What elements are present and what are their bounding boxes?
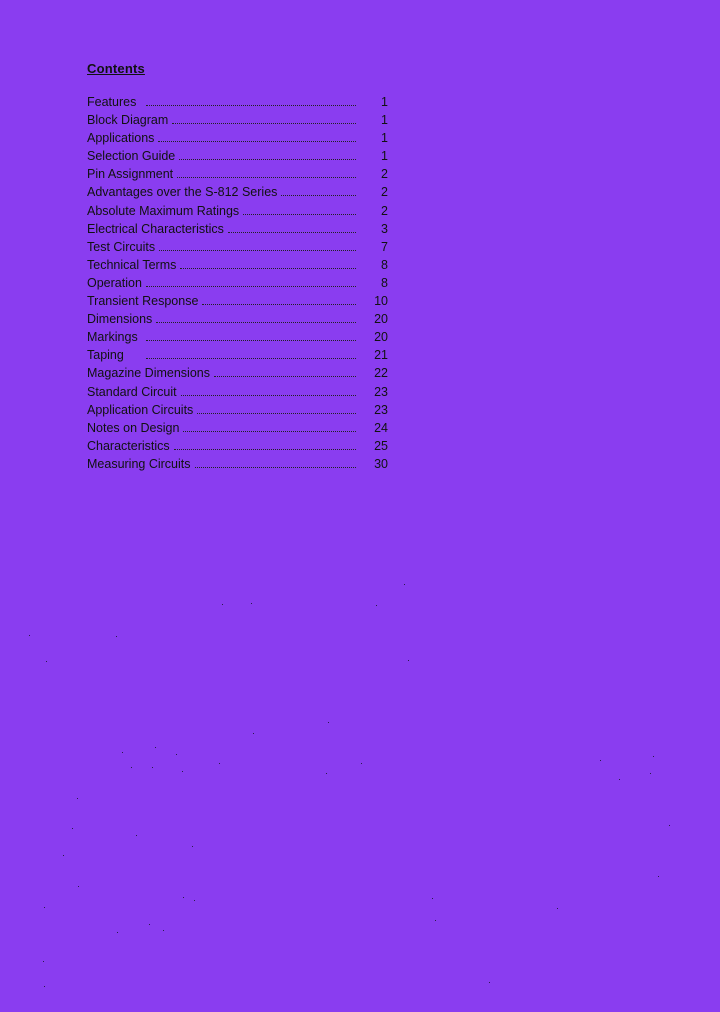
scan-speck [152, 767, 153, 768]
scan-speck [117, 932, 118, 933]
toc-entry-page: 1 [381, 95, 388, 109]
toc-entry[interactable] [87, 238, 388, 256]
toc-entry[interactable] [87, 364, 388, 382]
toc-entry-page: 1 [381, 131, 388, 146]
toc-entry-title: Application Circuits [87, 402, 194, 417]
toc-entry-title: Features [87, 95, 137, 109]
scan-speck [376, 605, 377, 606]
toc-entry[interactable] [87, 383, 388, 401]
toc-leader-dots [146, 105, 356, 106]
toc-entry-title: Absolute Maximum Ratings [87, 203, 240, 218]
toc-entry-page: 23 [374, 402, 388, 417]
scan-speck [183, 897, 184, 898]
table-of-contents [87, 93, 388, 473]
scan-speck [136, 835, 137, 836]
toc-entry[interactable] [87, 129, 388, 147]
toc-entry-title: Pin Assignment [87, 167, 174, 182]
scan-speck [435, 920, 436, 921]
toc-leader-dots [281, 195, 356, 196]
toc-entry-page: 21 [374, 348, 388, 363]
toc-entry[interactable] [87, 93, 388, 111]
toc-entry-title: Notes on Design [87, 420, 180, 435]
toc-entry-page: 23 [374, 384, 388, 399]
toc-entry[interactable] [87, 256, 388, 274]
toc-leader-dots [146, 358, 356, 359]
scan-speck [43, 961, 44, 962]
toc-leader-dots [174, 449, 356, 450]
scan-speck [669, 825, 670, 826]
toc-entry[interactable] [87, 328, 388, 346]
toc-entry[interactable] [87, 419, 388, 437]
toc-entry[interactable] [87, 202, 388, 220]
toc-entry[interactable] [87, 183, 388, 201]
toc-entry-title: Electrical Characteristics [87, 221, 224, 236]
scan-speck [489, 982, 490, 983]
scan-speck [253, 733, 254, 734]
toc-entry-title: Transient Response [87, 294, 199, 309]
toc-leader-dots [158, 141, 356, 142]
toc-leader-dots [214, 376, 356, 377]
scan-speck [326, 773, 327, 774]
scan-speck [116, 636, 117, 637]
toc-entry-title: Standard Circuit [87, 384, 177, 399]
scan-speck [149, 924, 150, 925]
toc-leader-dots [195, 467, 356, 468]
scan-speck [29, 635, 30, 636]
toc-entry-title: Characteristics [87, 438, 170, 453]
scan-speck [328, 722, 329, 723]
toc-entry[interactable] [87, 147, 388, 165]
scan-speck [619, 779, 620, 780]
contents-heading: Contents [87, 61, 145, 76]
scan-speck [163, 930, 164, 931]
scan-speck [650, 773, 651, 774]
toc-entry[interactable] [87, 292, 388, 310]
scan-speck [46, 661, 47, 662]
toc-entry-page: 24 [374, 420, 388, 435]
toc-leader-dots [177, 177, 356, 178]
scan-speck [557, 908, 558, 909]
toc-entry-page: 20 [374, 312, 388, 327]
scan-speck [432, 898, 433, 899]
toc-entry-title: Operation [87, 275, 142, 290]
toc-entry-page: 2 [381, 185, 388, 200]
scan-speck [131, 767, 132, 768]
scan-speck [77, 798, 78, 799]
toc-entry-title: Advantages over the S-812 Series [87, 185, 278, 200]
toc-leader-dots [146, 340, 356, 341]
toc-leader-dots [183, 431, 356, 432]
toc-leader-dots [146, 286, 356, 287]
toc-entry-page: 8 [381, 275, 388, 290]
scan-speck [122, 752, 123, 753]
toc-entry-page: 25 [374, 438, 388, 453]
scan-speck [219, 763, 220, 764]
toc-entry-title: Taping [87, 348, 124, 363]
toc-leader-dots [181, 395, 356, 396]
toc-entry-title: Technical Terms [87, 257, 177, 272]
scan-speck [78, 886, 79, 887]
toc-entry[interactable] [87, 455, 388, 473]
toc-entry[interactable] [87, 220, 388, 238]
scan-speck [192, 846, 193, 847]
toc-entry-title: Magazine Dimensions [87, 366, 210, 381]
toc-entry-title: Block Diagram [87, 113, 169, 128]
scan-speck [194, 900, 195, 901]
scan-speck [600, 760, 601, 761]
scan-speck [63, 855, 64, 856]
toc-entry-title: Selection Guide [87, 149, 176, 164]
toc-entry-page: 2 [381, 203, 388, 218]
toc-leader-dots [156, 322, 356, 323]
scan-speck [404, 584, 405, 585]
scan-speck [222, 604, 223, 605]
toc-leader-dots [228, 232, 356, 233]
toc-entry-page: 30 [374, 456, 388, 471]
scan-speck [408, 660, 409, 661]
scan-speck [361, 763, 362, 764]
toc-entry[interactable] [87, 401, 388, 419]
scan-speck [251, 603, 252, 604]
toc-entry-page: 10 [374, 294, 388, 309]
toc-entry-page: 22 [374, 366, 388, 381]
scan-speck [155, 747, 156, 748]
toc-entry-title: Markings [87, 330, 138, 345]
toc-entry[interactable] [87, 274, 388, 292]
toc-entry-page: 8 [381, 257, 388, 272]
toc-leader-dots [172, 123, 356, 124]
scan-speck [658, 876, 659, 877]
toc-entry-page: 1 [381, 149, 388, 164]
toc-entry-title: Measuring Circuits [87, 456, 191, 471]
scan-speck [44, 986, 45, 987]
toc-entry[interactable] [87, 310, 388, 328]
scan-speck [182, 771, 183, 772]
toc-entry[interactable] [87, 165, 388, 183]
toc-entry-title: Dimensions [87, 312, 153, 327]
toc-leader-dots [243, 214, 356, 215]
toc-leader-dots [197, 413, 356, 414]
scan-speck [72, 828, 73, 829]
toc-entry[interactable] [87, 111, 388, 129]
toc-entry-page: 3 [381, 221, 388, 236]
toc-entry[interactable] [87, 346, 388, 364]
scan-speck [176, 754, 177, 755]
toc-entry-page: 7 [381, 239, 388, 254]
toc-entry-page: 1 [381, 113, 388, 128]
scan-speck [44, 907, 45, 908]
toc-entry[interactable] [87, 437, 388, 455]
scan-speck [653, 756, 654, 757]
toc-entry-page: 20 [374, 330, 388, 345]
toc-entry-title: Applications [87, 131, 155, 146]
toc-entry-page: 2 [381, 167, 388, 182]
toc-leader-dots [159, 250, 356, 251]
toc-leader-dots [180, 268, 356, 269]
toc-leader-dots [202, 304, 356, 305]
toc-leader-dots [179, 159, 356, 160]
toc-entry-title: Test Circuits [87, 239, 156, 254]
